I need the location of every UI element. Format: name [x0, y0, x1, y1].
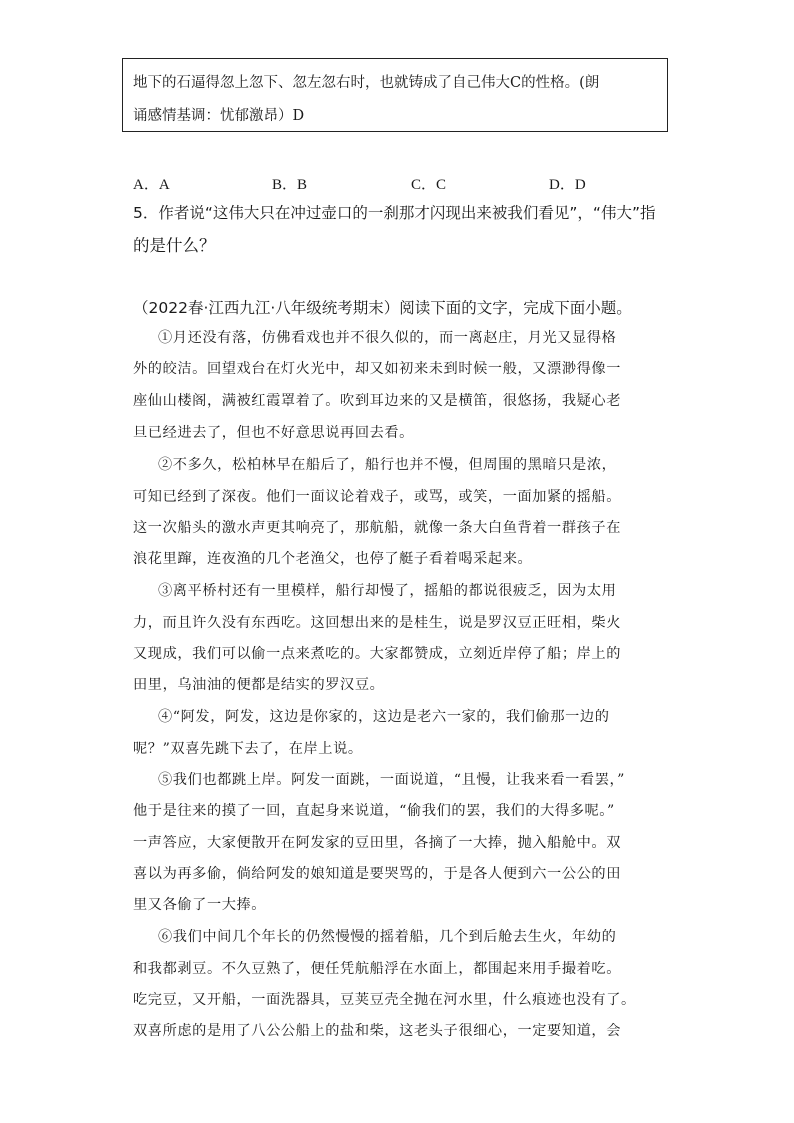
option-d[interactable]: D．D — [549, 177, 586, 193]
passage-line: ③离平桥村还有一里模样，船行却慢了，摇船的都说很疲乏，因为太用 — [158, 583, 617, 599]
option-a[interactable]: A．A — [133, 177, 170, 193]
boxed-text-line-2: 诵感情基调：忧郁激昂）D — [133, 108, 305, 124]
passage-line: 浪花里蹿，连夜渔的几个老渔父，也停了艇子看着喝采起来。 — [133, 551, 533, 567]
passage-line: 喜以为再多偷，倘给阿发的娘知道是要哭骂的，于是各人便到六一公公的田 — [133, 866, 621, 882]
passage-line: 又现成，我们可以偷一点来煮吃的。大家都赞成，立刻近岸停了船；岸上的 — [133, 646, 621, 662]
passage-line: 可知已经到了深夜。他们一面议论着戏子，或骂，或笑，一面加紧的摇船。 — [133, 489, 621, 505]
option-c[interactable]: C．C — [411, 177, 447, 193]
passage-line: ⑤我们也都跳上岸。阿发一面跳，一面说道，“且慢，让我来看一看罢，” — [158, 772, 626, 788]
passage-line: ②不多久，松柏林早在船后了，船行也并不慢，但周围的黑暗只是浓， — [158, 457, 617, 473]
option-b[interactable]: B．B — [272, 177, 308, 193]
passage-line: 和我都剥豆。不久豆熟了，便任凭航船浮在水面上，都围起来用手撮着吃。 — [133, 961, 621, 977]
passage-line: ①月还没有落，仿佛看戏也并不很久似的，而一离赵庄，月光又显得格 — [158, 330, 617, 346]
question-5-line-2: 的是什么？ — [133, 236, 216, 255]
passage-line: 双喜所虑的是用了八公公船上的盐和柴，这老头子很细心，一定要知道，会 — [133, 1023, 621, 1039]
passage-line: 外的皎洁。回望戏台在灯火光中，却又如初来未到时候一般，又漂渺得像一 — [133, 361, 621, 377]
passage-line: 吃完豆，又开船，一面洗器具，豆荚豆壳全抛在河水里，什么痕迹也没有了。 — [133, 992, 636, 1008]
question-5-line-1: 5．作者说“这伟大只在冲过壶口的一刹那才闪现出来被我们看见”，“伟大”指 — [133, 204, 656, 222]
passage-line: 田里，乌油油的便都是结实的罗汉豆。 — [133, 677, 385, 693]
passage-line: 里又各偷了一大捧。 — [133, 897, 267, 913]
passage-line: 呢？”双喜先跳下去了，在岸上说。 — [133, 741, 363, 757]
passage-line: 这一次船头的激水声更其响亮了，那航船，就像一条大白鱼背着一群孩子在 — [133, 520, 621, 536]
passage-line: 一声答应，大家便散开在阿发家的豆田里，各摘了一大捧，抛入船舱中。双 — [133, 835, 621, 851]
passage-line: 力，而且许久没有东西吃。这回想出来的是桂生，说是罗汉豆正旺相，柴火 — [133, 615, 621, 631]
passage-line: 他于是往来的摸了一回，直起身来说道，“偷我们的罢，我们的大得多呢。” — [133, 803, 615, 819]
passage-line: ④“阿发，阿发，这边是你家的，这边是老六一家的，我们偷那一边的 — [158, 709, 610, 725]
passage-line: ⑥我们中间几个年长的仍然慢慢的摇着船，几个到后舱去生火，年幼的 — [158, 929, 617, 945]
passage-line: 座仙山楼阁，满被红霞罩着了。吹到耳边来的又是横笛，很悠扬，我疑心老 — [133, 393, 621, 409]
passage-line: 旦已经进去了，但也不好意思说再回去看。 — [133, 425, 414, 441]
boxed-reading-note — [122, 58, 668, 132]
boxed-text-line-1: 地下的石逼得忽上忽下、忽左忽右时，也就铸成了自己伟大C的性格。(朗 — [133, 75, 600, 91]
passage-source: （2022春·江西九江·八年级统考期末）阅读下面的文字，完成下面小题。 — [133, 299, 632, 317]
